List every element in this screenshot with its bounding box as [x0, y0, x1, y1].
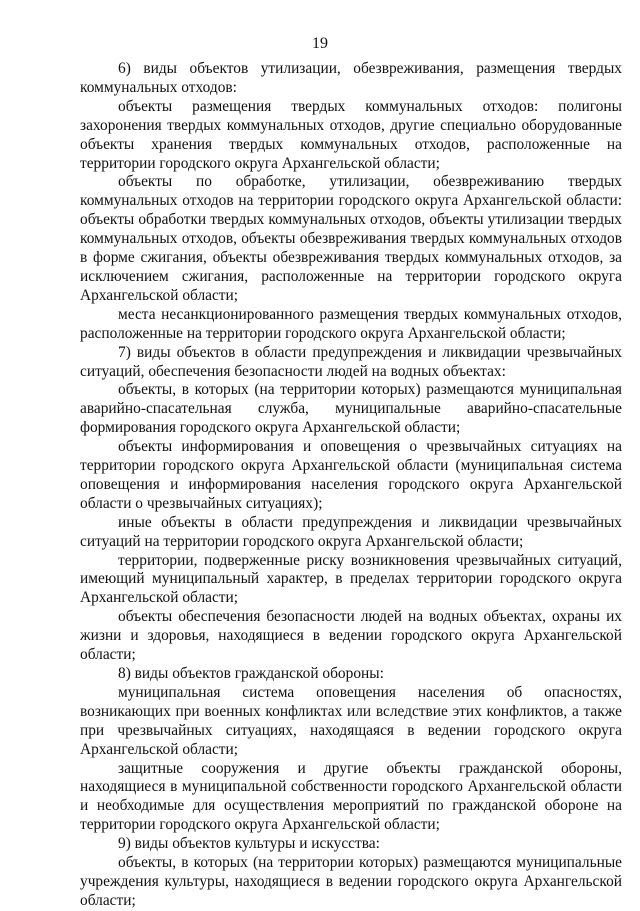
paragraph-warning-system: объекты информирования и оповещения о чрезвычайных ситуациях на территории городского округа Архангельской области (муниципальная система оповещения и информирования населения городского округа Архангельской области о чрезвычайных ситуациях); [80, 438, 622, 512]
paragraph-culture-institutions: объекты, в которых (на территории которых) размещаются муниципальные учреждения культуры, находящиеся в ведении городского округа Архангельской области; [80, 854, 622, 909]
paragraph-waste-processing: объекты по обработке, утилизации, обезвреживанию твердых коммунальных отходов на территории городского округа Архангельской области: объекты обработки твердых коммунальных отходов, объекты утилизации твердых коммунальных отходов, объекты обезвреживания твердых коммунальных отходов в форме сжигания, объекты обезвреживания твердых коммунальных отходов, за исключением сжигания, расположенные на территории городского округа Архангельской области; [80, 173, 622, 304]
page-number: 19 [312, 35, 328, 52]
paragraph-waste-placement: объекты размещения твердых коммунальных отходов: полигоны захоронения твердых коммунальных отходов, другие специально оборудованные объекты хранения твердых коммунальных отходов, расположенные на территории городского округа Архангельской области; [80, 97, 622, 172]
paragraph-emergency-types: 7) виды объектов в области предупреждения и ликвидации чрезвычайных ситуаций, обеспечения безопасности людей на водных объектах: [80, 343, 622, 380]
paragraph-objects-waste-types: 6) виды объектов утилизации, обезвреживания, размещения твердых коммунальных отходов: [80, 60, 622, 96]
paragraph-rescue-services: объекты, в которых (на территории которых) размещаются муниципальная аварийно-спасательная служба, муниципальные аварийно-спасательные формирования городского округа Архангельской области; [80, 381, 622, 437]
paragraph-protective-structures: защитные сооружения и другие объекты гражданской обороны, находящиеся в муниципальной собственности городского Архангельской области и необходимые для осуществления мероприятий по гражданской обороне на территории городского округа Архангельской области; [80, 759, 622, 834]
document-body [80, 60, 622, 911]
paragraph-civil-defense-types: 8) виды объектов гражданской обороны: [118, 665, 384, 682]
paragraph-water-safety: объекты обеспечения безопасности людей на водных объектах, охраны их жизни и здоровья, находящиеся в ведении городского округа Архангельской области; [80, 608, 622, 664]
paragraph-other-emergency: иные объекты в области предупреждения и ликвидации чрезвычайных ситуаций на территории городского округа Архангельской области; [80, 513, 622, 550]
paragraph-unauthorized-dumps: места несанкционированного размещения твердых коммунальных отходов, расположенные на территории городского округа Архангельской области; [80, 305, 622, 342]
paragraph-risk-territories: территории, подверженные риску возникновения чрезвычайных ситуаций, имеющий муниципальный характер, в пределах территории городского округа Архангельской области; [80, 551, 622, 607]
paragraph-culture-types: 9) виды объектов культуры и искусства: [118, 835, 380, 853]
paragraph-population-warning: муниципальная система оповещения населения об опасностях, возникающих при военных конфликтах или вследствие этих конфликтов, а также при чрезвычайных ситуациях, находящаяся в ведении городского округа Архангельской области; [80, 683, 622, 758]
